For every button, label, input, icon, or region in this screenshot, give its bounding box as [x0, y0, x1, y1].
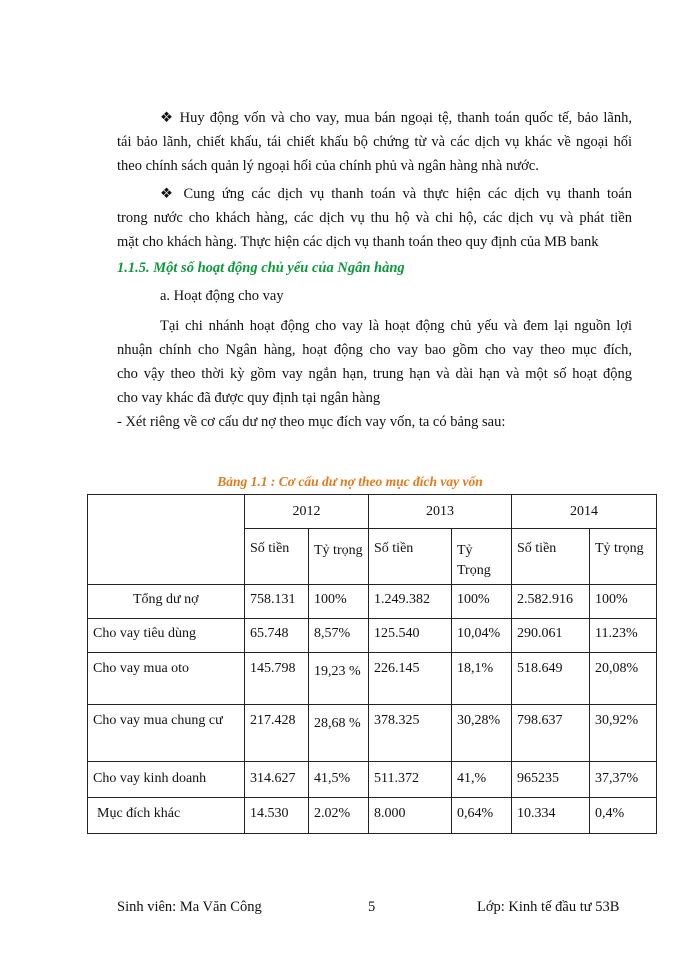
cell-value: 10,04% — [452, 619, 512, 653]
cell-value: 28,68 % — [309, 705, 369, 762]
cell-value: 41,5% — [309, 762, 369, 798]
sub-header-amount: Số tiền — [245, 529, 309, 585]
cell-value: 0,4% — [590, 798, 657, 834]
table-row — [88, 762, 657, 798]
footer-class: Lớp: Kinh tế đầu tư 53B — [477, 899, 620, 915]
row-label: Cho vay tiêu dùng — [88, 619, 245, 653]
cell-value: 30,92% — [590, 705, 657, 762]
cell-value: 314.627 — [245, 762, 309, 798]
sub-header-share: Tỷ trọng — [309, 529, 369, 585]
cell-value: 217.428 — [245, 705, 309, 762]
table-corner-cell — [88, 495, 245, 585]
row-label: Mục đích khác — [88, 798, 245, 834]
cell-value: 1.249.382 — [369, 585, 452, 619]
footer-page-number: 5 — [368, 899, 376, 915]
cell-value: 20,08% — [590, 653, 657, 705]
table-row — [88, 653, 657, 705]
sub-header-amount: Số tiền — [512, 529, 590, 585]
paragraph-2-line-2: trong nước cho khách hàng, các dịch vụ thu hộ và chi hộ, các dịch vụ và phát tiền — [117, 210, 632, 226]
paragraph-3-line-3: cho vậy theo thời kỳ gồm vay ngắn hạn, trung hạn và dài hạn và một số hoạt động — [117, 366, 632, 382]
cell-value: 18,1% — [452, 653, 512, 705]
row-label: Cho vay kinh doanh — [88, 762, 245, 798]
paragraph-3-line-4: cho vay khác đã được quy định tại ngân hàng — [117, 390, 381, 406]
cell-value: 14.530 — [245, 798, 309, 834]
cell-value: 100% — [590, 585, 657, 619]
cell-value: 2.582.916 — [512, 585, 590, 619]
sub-header-share: Tỷ trọng — [590, 529, 657, 585]
row-label: Cho vay mua oto — [88, 653, 245, 705]
table-row — [88, 798, 657, 834]
row-label: Tổng dư nợ — [88, 585, 245, 619]
row-label: Cho vay mua chung cư — [88, 705, 245, 762]
paragraph-3-line-1: Tại chi nhánh hoạt động cho vay là hoạt động chủ yếu và đem lại nguồn lợi — [160, 318, 632, 334]
cell-value: 37,37% — [590, 762, 657, 798]
sub-header-share: Tỷ Trọng — [452, 529, 512, 585]
cell-value: 100% — [452, 585, 512, 619]
year-header: 2013 — [369, 495, 512, 529]
paragraph-1-line-2: tái bảo lãnh, chiết khấu, tái chiết khấu bộ chứng từ và các dịch vụ khác về ngoại hối — [117, 134, 632, 150]
cell-value: 290.061 — [512, 619, 590, 653]
cell-value: 65.748 — [245, 619, 309, 653]
cell-value: 226.145 — [369, 653, 452, 705]
table-row — [88, 585, 657, 619]
paragraph-3-line-2: nhuận chính cho Ngân hàng, hoạt động cho vay bao gồm cho vay theo mục đích, — [117, 342, 632, 358]
footer-student: Sinh viên: Ma Văn Công — [117, 899, 262, 915]
cell-value: 0,64% — [452, 798, 512, 834]
paragraph-2-line-1: ❖ Cung ứng các dịch vụ thanh toán và thực hiện các dịch vụ thanh toán — [160, 186, 632, 202]
cell-value: 511.372 — [369, 762, 452, 798]
cell-value: 30,28% — [452, 705, 512, 762]
subheading-a: a. Hoạt động cho vay — [160, 288, 284, 304]
cell-value: 378.325 — [369, 705, 452, 762]
sub-header-amount: Số tiền — [369, 529, 452, 585]
cell-value: 518.649 — [512, 653, 590, 705]
cell-value: 41,% — [452, 762, 512, 798]
year-header: 2014 — [512, 495, 657, 529]
cell-value: 2.02% — [309, 798, 369, 834]
loan-structure-table — [87, 494, 657, 834]
paragraph-4: - Xét riêng về cơ cấu dư nợ theo mục đích vay vốn, ta có bảng sau: — [117, 414, 506, 430]
cell-value: 125.540 — [369, 619, 452, 653]
cell-value: 798.637 — [512, 705, 590, 762]
table-row — [88, 705, 657, 762]
cell-value: 100% — [309, 585, 369, 619]
paragraph-1-line-3: theo chính sách quản lý ngoại hối của chính phủ và ngân hàng nhà nước. — [117, 158, 539, 174]
year-header: 2012 — [245, 495, 369, 529]
cell-value: 10.334 — [512, 798, 590, 834]
paragraph-2-line-3: mặt cho khách hàng. Thực hiện các dịch vụ thanh toán theo quy định của MB bank — [117, 234, 599, 250]
cell-value: 19,23 % — [309, 653, 369, 705]
table-caption: Bảng 1.1 : Cơ cấu dư nợ theo mục đích vay vốn — [217, 474, 483, 489]
paragraph-1-line-1: ❖ Huy động vốn và cho vay, mua bán ngoại tệ, thanh toán quốc tế, bảo lãnh, — [160, 110, 632, 126]
cell-value: 11.23% — [590, 619, 657, 653]
cell-value: 8.000 — [369, 798, 452, 834]
cell-value: 8,57% — [309, 619, 369, 653]
section-heading: 1.1.5. Một số hoạt động chủ yếu của Ngân hàng — [117, 260, 405, 276]
cell-value: 758.131 — [245, 585, 309, 619]
cell-value: 145.798 — [245, 653, 309, 705]
table-row — [88, 619, 657, 653]
cell-value: 965235 — [512, 762, 590, 798]
